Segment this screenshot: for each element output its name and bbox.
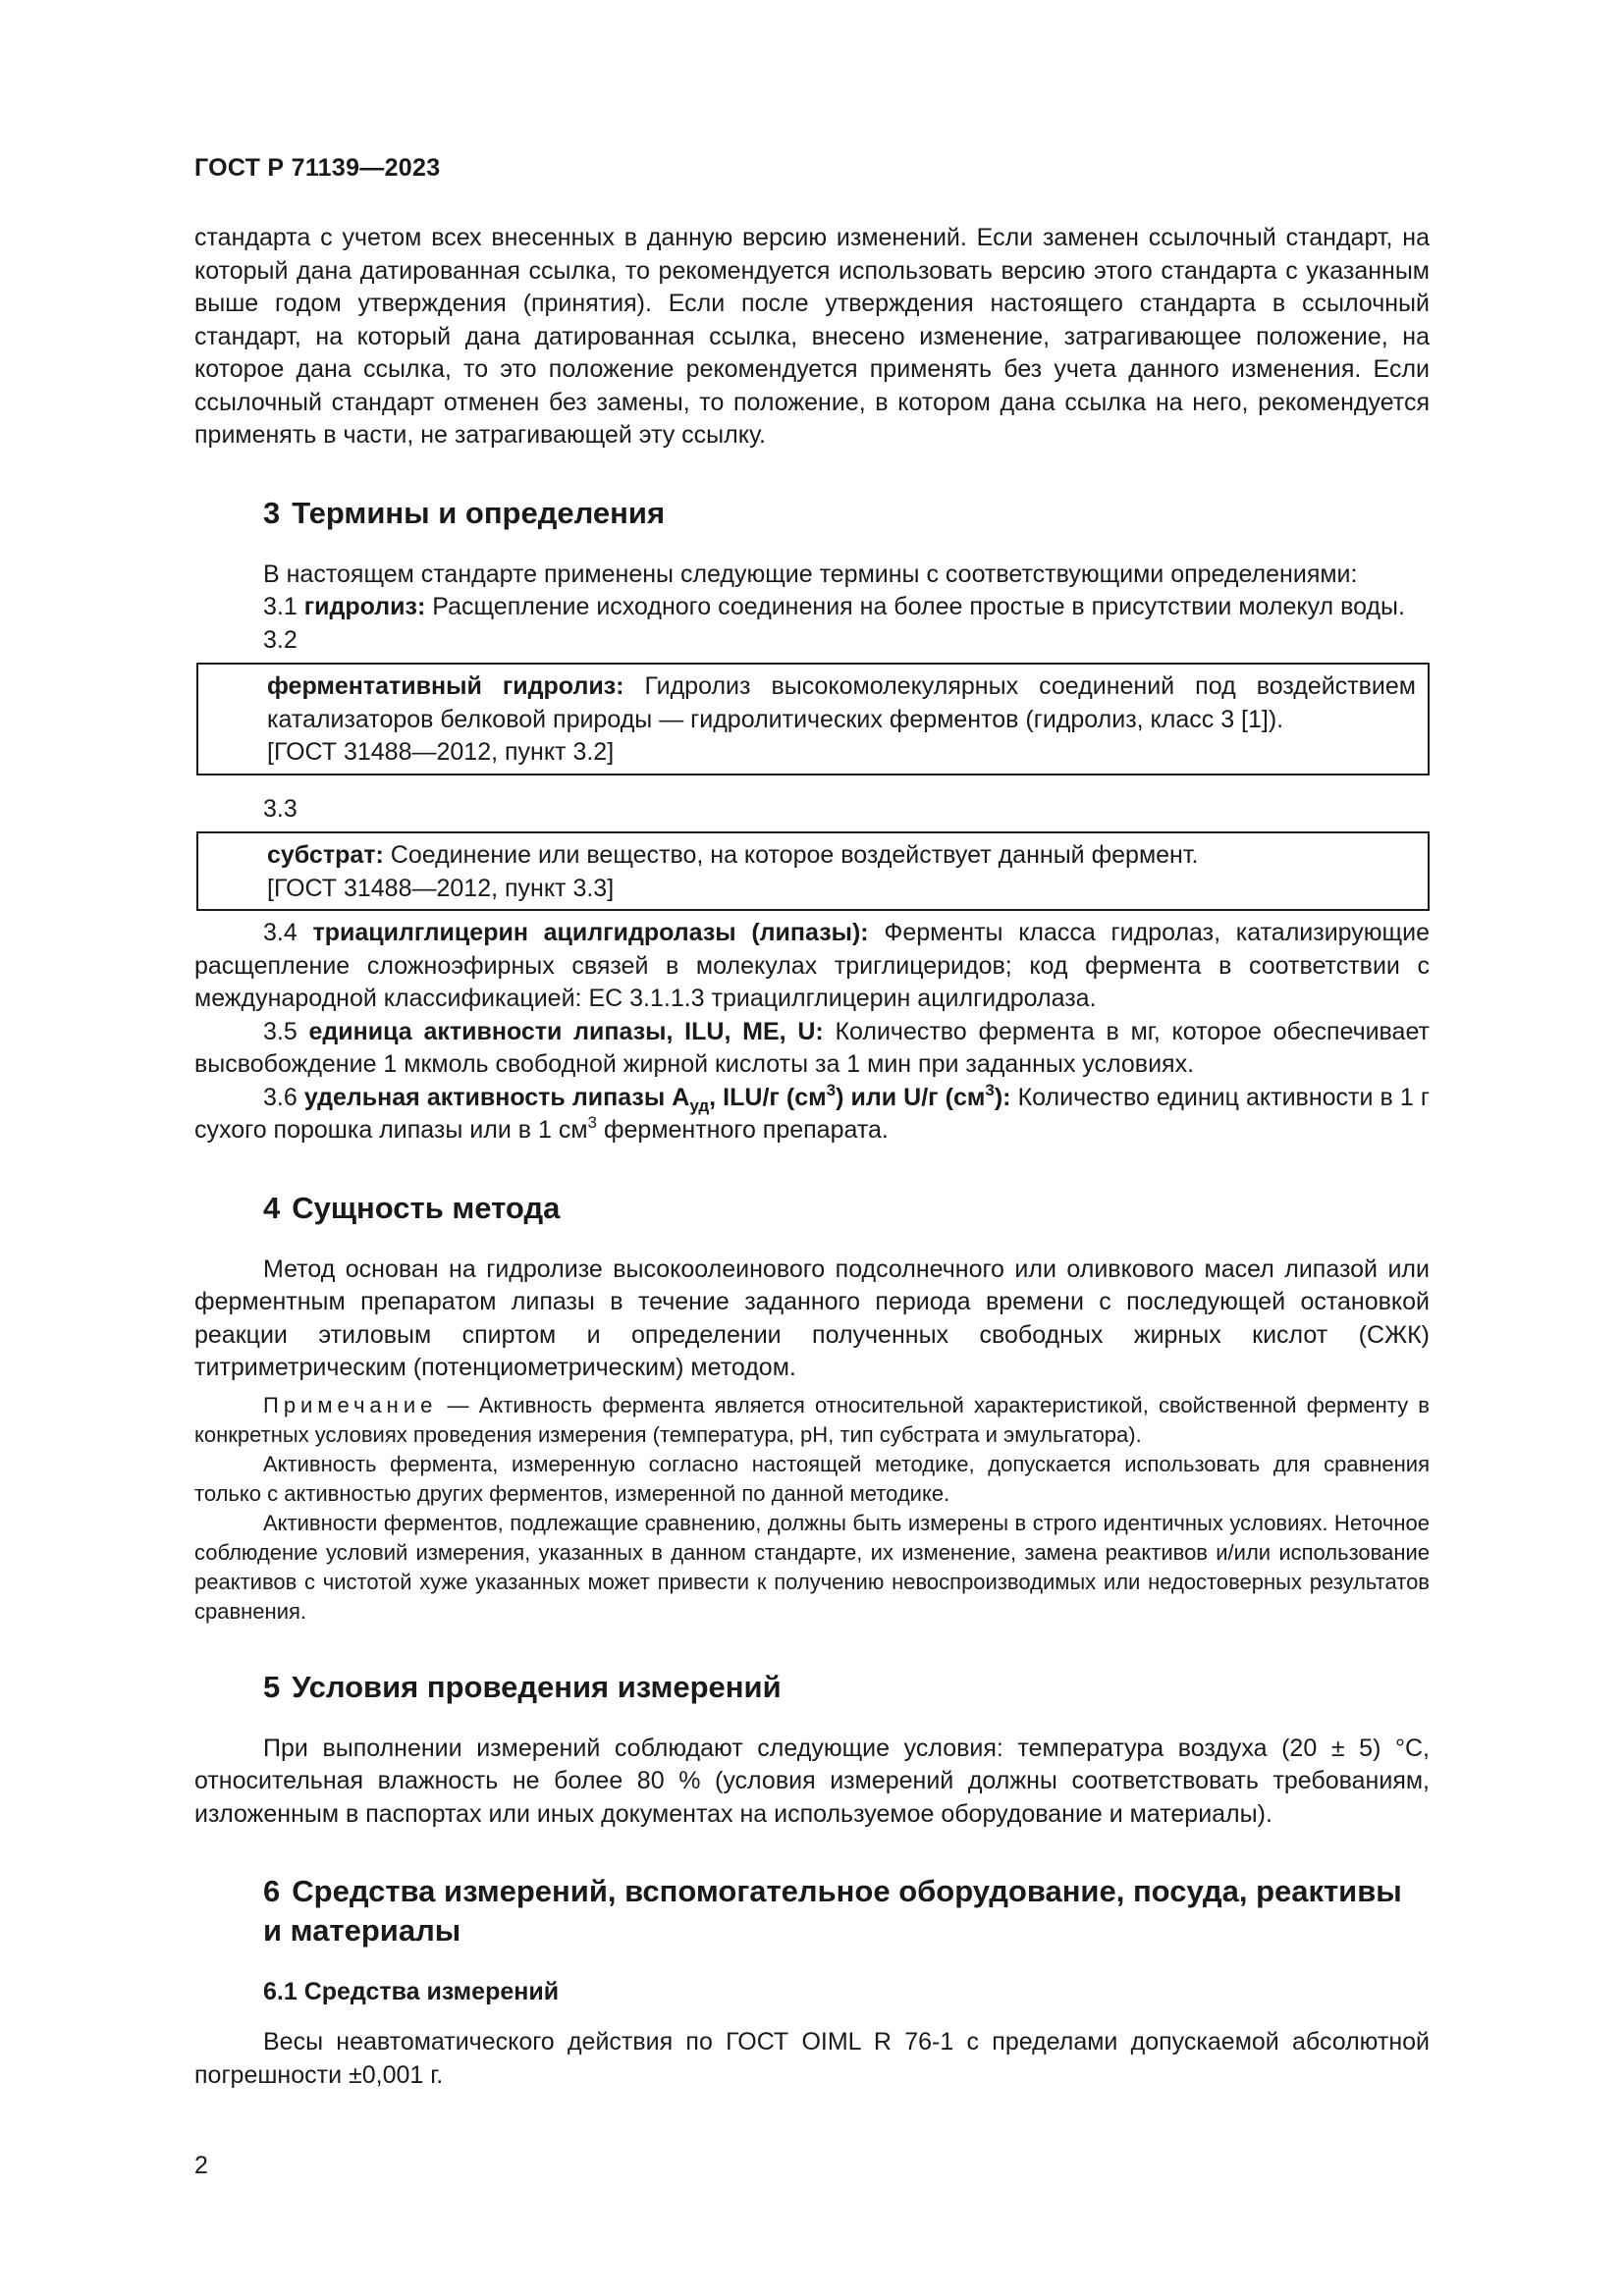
term-definition: Количество фермента в мг, которое обеспечивает высвобождение 1 мкмоль свободной жирной кислоты за 1 мин при заданных условиях. [194,1017,1430,1078]
subsection-6-1-heading: 6.1 Средства измерений [263,1978,560,2005]
superscript: 3 [985,1080,995,1099]
section-4-heading [194,1189,1430,1228]
term-name [303,1080,1011,1115]
term-3-6 [194,1082,1430,1148]
term-3-3-box [196,831,1430,911]
term-3-2-number: 3.2 [263,625,298,654]
term-name: субстрат: [267,841,384,869]
term-definition: Количество единиц активности в 1 г сухого порошка липазы или в 1 см [194,1083,1430,1144]
term-name: ферментативный гидролиз: [267,672,624,700]
term-name: гидролиз: [303,593,426,620]
term-reference: [ГОСТ 31488—2012, пункт 3.3] [267,874,615,902]
section-title: Термины и определения [292,495,666,530]
term-name-part: , ILU/г (см [709,1083,827,1111]
note-paragraph [194,1391,1430,1450]
section-5-heading [194,1668,1430,1707]
term-3-4 [194,917,1430,1016]
superscript: 3 [826,1080,837,1099]
term-definition: Соединение или вещество, на которое воздействует данный фермент. [390,841,1199,869]
term-name-part: ) или U/г (см [836,1083,986,1111]
term-3-5 [194,1016,1430,1082]
section-title: Сущность метода [292,1190,561,1225]
term-definition: Ферменты класса гидролаз, катализирующие расщепление сложноэфирных связей в молекулах триглицеридов; код фермента в соответствии с международной классификацией: ЕС 3.1.1.3 триацилглицерин ацилгидролаза. [194,919,1430,1012]
term-3-3-number: 3.3 [263,794,298,823]
section-5-text: При выполнении измерений соблюдают следующие условия: температура воздуха (20 ± 5) °С, относительная влажность не более 80 % (условия измерений должны соответствовать требованиям, изложенным в паспортах или иных документах на используемое оборудование и материалы). [194,1734,1430,1828]
term-number: 3.4 [263,919,298,946]
section-6-heading [194,1872,1430,1950]
term-definition-end: ферментного препарата. [603,1116,889,1144]
term-definition: Гидролиз высокомолекулярных соединений под воздействием катализаторов белковой природы — гидролитических ферментов (гидролиз, класс 3 [1]). [267,672,1416,733]
term-definition: Расщепление исходного соединения на более простые в присутствии молекул воды. [432,593,1405,620]
section-number: 3 [263,495,281,530]
section-number: 6 [263,1874,281,1908]
intro-paragraph: стандарта с учетом всех внесенных в данную версию изменений. Если заменен ссылочный стандарт, на который дана датированная ссылка, то рекомендуется использовать версию этого стандарта с указанным выше годом утверждения (принятия). Если после утверждения настоящего стандарта в ссылочный стандарт, на который дана датированная ссылка, внесено изменение, затрагивающее положение, на которое дана ссылка, то это положение рекомендуется применять без учета данного изменения. Если ссылочный стандарт отменен без замены, то положение, в котором дана ссылка на него, рекомендуется применять в части, не затрагивающей эту ссылку. [194,224,1430,449]
section-title: Условия проведения измерений [292,1669,782,1704]
note-paragraph-2: Активность фермента, измеренную согласно настоящей методике, допускается использовать для сравнения только с активностью других ферментов, измеренной по данной методике. [194,1451,1430,1506]
page-content [194,222,1430,2092]
term-name-part: удельная активность липазы А [303,1083,690,1111]
section-4-note [194,1391,1430,1627]
note-paragraph-3: Активности ферментов, подлежащие сравнению, должны быть измерены в строго идентичных условиях. Неточное соблюдение условий измерения, указанных в данном стандарте, их изменение, замена реактивов и/или использование реактивов с чистотой хуже указанных может привести к получению невоспроизводимых или недостоверных результатов сравнения. [194,1510,1430,1624]
page-number: 2 [194,2152,208,2179]
term-3-2-box [196,663,1430,775]
term-number: 3.6 [263,1083,298,1111]
superscript: 3 [587,1113,597,1132]
note-label: Примечание [263,1392,438,1417]
subsection-6-1-text: Весы неавтоматического действия по ГОСТ OIML R 76-1 с пределами допускаемой абсолютной погрешности ±0,001 г. [194,2028,1430,2089]
term-name: единица активности липазы, ILU, МЕ, U: [308,1017,824,1045]
section-title: Средства измерений, вспомогательное оборудование, посуда, реактивы и материалы [263,1874,1402,1948]
section-number: 4 [263,1190,281,1225]
term-name-part: ): [994,1083,1011,1111]
term-3-3 [267,839,1428,873]
term-3-1 [194,591,1430,624]
document-code: ГОСТ Р 71139—2023 [194,154,441,182]
section-3-heading [194,494,1430,533]
term-reference: [ГОСТ 31488—2012, пункт 3.2] [267,738,615,766]
subscript: уд [689,1095,710,1115]
term-number: 3.1 [263,593,298,620]
section-4-text: Метод основан на гидролизе высокоолеинового подсолнечного или оливкового масел липазой или ферментным препаратом липазы в течение заданного периода времени с последующей остановкой реакции этиловым спиртом и определении полученных свободных жирных кислот (СЖК) титриметрическим (потенциометрическим) методом. [194,1255,1430,1381]
note-text: — Активность фермента является относительной характеристикой, свойственной ферменту в конкретных условиях проведения измерения (температура, pH, тип субстрата и эмульгатора). [194,1392,1430,1447]
section-3-lead: В настоящем стандарте применены следующие термины с соответствующими определениями: [263,560,1358,588]
term-name: триацилглицерин ацилгидролазы (липазы): [312,919,869,946]
section-number: 5 [263,1669,281,1704]
term-number: 3.5 [263,1017,298,1045]
term-3-2 [267,670,1428,736]
